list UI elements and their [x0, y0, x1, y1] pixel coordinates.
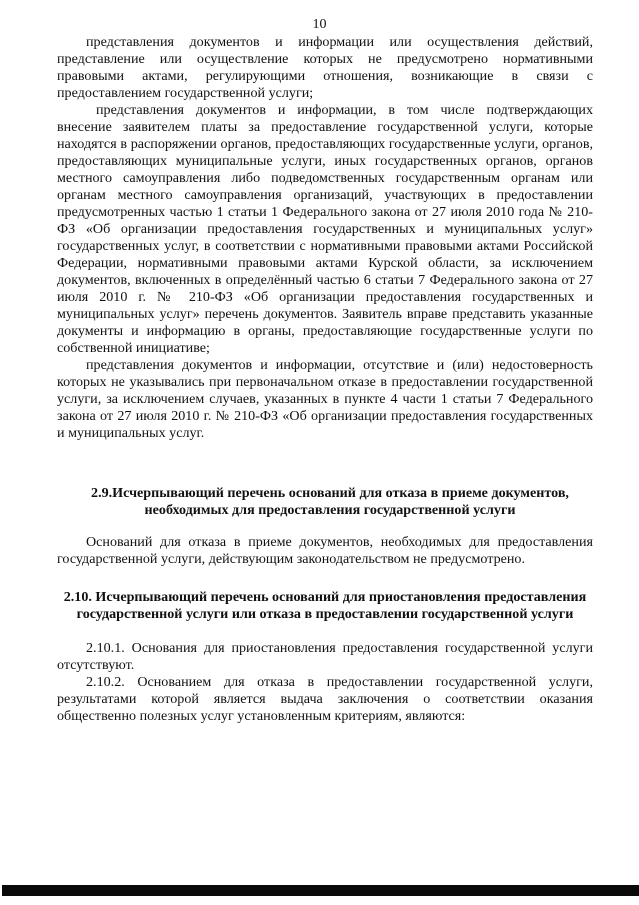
spacer — [57, 623, 593, 640]
spacer — [57, 568, 593, 589]
section-2-9-text: Оснований для отказа в приеме документов, необходимых для предоставления государственной услуги, действующим законодательством не предусмотрено. — [57, 534, 593, 567]
section-2-9-heading: 2.9.Исчерпывающий перечень оснований для отказа в приеме документов, необходимых для предоставления государственной услуги — [91, 485, 569, 518]
section-2-10-heading: 2.10. Исчерпывающий перечень оснований для приостановления предоставления государственной услуги или отказа в предоставлении государственной услуги — [63, 589, 587, 622]
section-2-10-1-text: 2.10.1. Основания для приостановления предоставления государственной услуги отсутствуют. — [57, 640, 593, 673]
paragraph-documents-not-indicated: представления документов и информации, отсутствие и (или) недостоверность которых не указывались при первоначальном отказе в предоставлении государственной услуги, за исключением случаев, указанных в пункте 4 части 1 статьи 7 Федерального закона от 27 июля 2010 г. № 210-ФЗ «Об организации предоставления государственных и муниципальных услуг. — [57, 357, 593, 441]
document-body — [57, 34, 593, 725]
paragraph-documents-in-possession: представления документов и информации, в том числе подтверждающих внесение заявителем платы за предоставление государственной услуги, которые находятся в распоряжении органов, предоставляющих государственные услуги, органов, предоставляющих муниципальные услуги, иных государственных органов, органов местного самоуправления либо подведомственных государственным органам или органам местного самоуправления организаций, участвующих в предоставлении предусмотренных частью 1 статьи 1 Федерального закона от 27 июля 2010 года № 210-ФЗ «Об организации предоставления государственных и муниципальных услуг» государственных услуг, в соответствии с нормативными правовыми актами Российской Федерации, нормативными правовыми актами Курской области, за исключением документов, включенных в определённый частью 6 статьи 7 Федерального закона от 27 июля 2010 г. № 210-ФЗ «Об организации предоставления государственных и муниципальных услуг» перечень документов. Заявитель вправе представить указанные документы и информацию в органы, предоставляющие государственные услуги по собственной инициативе; — [57, 102, 593, 356]
scan-bottom-border — [2, 885, 639, 896]
section-2-10-2-text: 2.10.2. Основанием для отказа в предоставлении государственной услуги, результатами которой является выдача заключения о соответствии оказания общественно полезных услуг установленным критериям, являются: — [57, 674, 593, 724]
paragraph-documents-not-required: представления документов и информации или осуществления действий, представление или осуществление которых не предусмотрено нормативными правовыми актами, регулирующими отношения, возникающие в связи с предоставлением государственной услуги; — [57, 34, 593, 101]
spacer — [57, 442, 593, 485]
page-number: 10 — [312, 17, 327, 32]
